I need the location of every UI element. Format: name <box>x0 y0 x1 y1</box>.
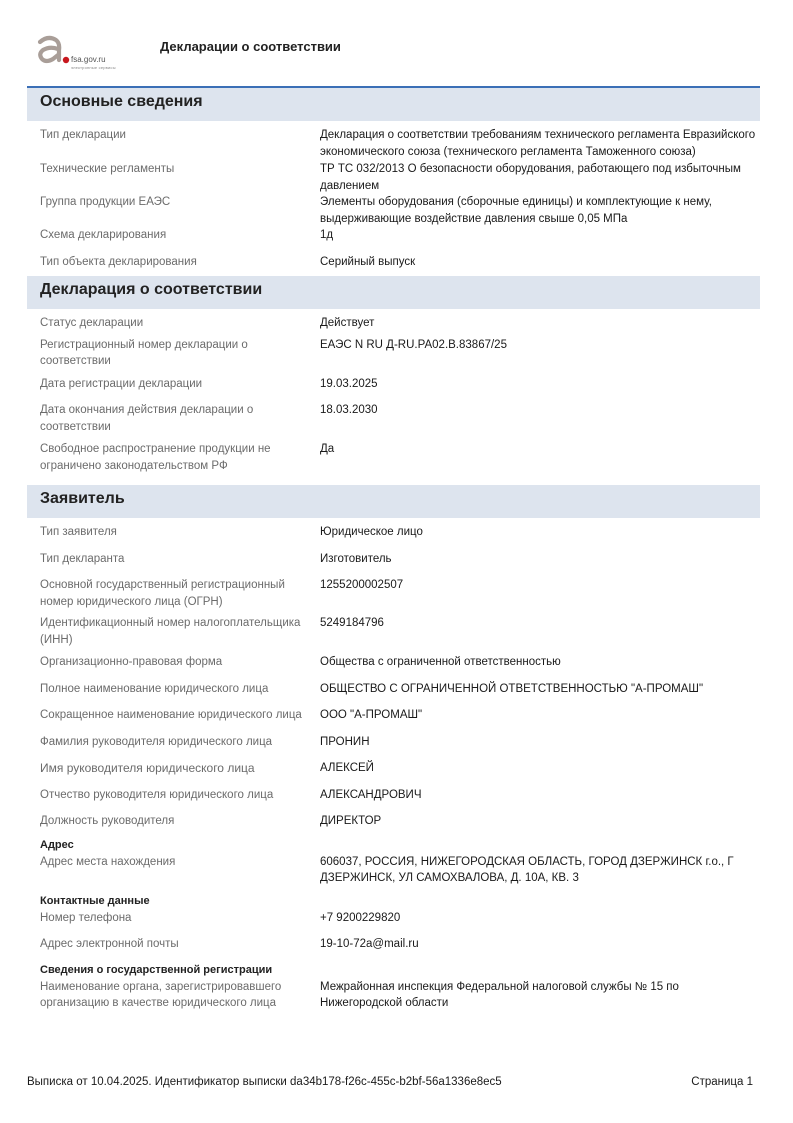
email-value: 19-10-72a@mail.ru <box>320 938 419 950</box>
field-value: Да <box>320 443 335 455</box>
field-label: Основной государственный регистрационный номер юридического лица (ОГРН) <box>40 579 285 608</box>
field-label: Статус декларации <box>40 317 144 329</box>
section-applicant-rows <box>27 518 760 1022</box>
field-value: ПРОНИН <box>320 735 370 748</box>
field-row <box>27 654 760 681</box>
field-row <box>27 734 760 761</box>
field-row <box>27 551 760 578</box>
field-value: Изготовитель <box>320 552 392 565</box>
field-value: ДИРЕКТОР <box>320 815 382 827</box>
field-label: Схема декларирования <box>40 229 167 241</box>
field-label: Номер телефона <box>40 911 132 924</box>
field-label: Группа продукции ЕАЭС <box>40 196 171 208</box>
field-value: ОБЩЕСТВО С ОГРАНИЧЕННОЙ ОТВЕТСТВЕННОСТЬЮ "А-ПРОМАШ" <box>320 682 704 695</box>
field-row <box>27 441 760 485</box>
field-row <box>27 337 760 376</box>
fsa-logo-icon <box>34 34 70 66</box>
field-value: Элементы оборудования (сборочные единицы) и комплектующие к нему, выдерживающие воздействие давления свыше 0,05 МПа <box>320 196 712 225</box>
field-row <box>27 254 760 277</box>
field-row <box>27 681 760 708</box>
field-label: Тип декларации <box>40 129 126 141</box>
field-value: ТР ТС 032/2013 О безопасности оборудования, работающего под избыточным давлением <box>320 163 741 192</box>
field-value: 5249184796 <box>320 617 384 629</box>
field-row <box>27 227 760 254</box>
page-title: Декларации о соответствии <box>160 39 341 54</box>
field-label: Организационно-правовая форма <box>40 656 223 668</box>
field-row <box>27 402 760 441</box>
field-label: Наименование органа, зарегистрировавшего организацию в качестве юридического лица <box>40 980 282 1009</box>
subheading-address: Адрес <box>40 838 74 851</box>
logo-site-text: fsa.gov.ru <box>71 55 106 64</box>
field-value: 19.03.2025 <box>320 377 378 390</box>
field-label: Отчество руководителя юридического лица <box>40 788 274 801</box>
field-value: 606037, РОССИЯ, НИЖЕГОРОДСКАЯ ОБЛАСТЬ, ГОРОД ДЗЕРЖИНСК г.о., Г ДЗЕРЖИНСК, УЛ САМОХВАЛОВА, Д. 10А, КВ. 3 <box>320 855 734 884</box>
document-body <box>27 88 760 1022</box>
page-header <box>0 0 793 88</box>
field-row <box>27 936 760 962</box>
section-declaration-rows <box>27 309 760 485</box>
field-value: 18.03.2030 <box>320 404 378 416</box>
section-heading-applicant: Заявитель <box>27 485 760 518</box>
field-row <box>27 760 760 787</box>
field-label: Сокращенное наименование юридического лица <box>40 709 302 721</box>
field-value: Серийный выпуск <box>320 255 416 268</box>
field-row <box>27 813 760 837</box>
field-label: Технические регламенты <box>40 163 175 175</box>
section-heading-declaration: Декларация о соответствии <box>27 276 760 309</box>
field-value: Общества с ограниченной ответственностью <box>320 656 561 668</box>
field-label: Регистрационный номер декларации о соответствии <box>40 338 248 367</box>
field-value: ООО "А-ПРОМАШ" <box>320 709 423 721</box>
field-label: Свободное распространение продукции не ограничено законодательством РФ <box>40 443 271 472</box>
field-value: Действует <box>320 317 375 329</box>
field-value: 1д <box>320 229 334 241</box>
field-label: Дата окончания действия декларации о соответствии <box>40 404 254 433</box>
field-row <box>27 194 760 227</box>
field-row <box>27 615 760 654</box>
section-heading-main: Основные сведения <box>27 88 760 121</box>
field-row <box>27 979 760 1022</box>
field-row <box>27 376 760 403</box>
field-row <box>27 854 760 893</box>
field-label: Фамилия руководителя юридического лица <box>40 735 273 748</box>
field-row <box>27 787 760 814</box>
field-row <box>27 315 760 337</box>
field-value: Декларация о соответствии требованиям технического регламента Евразийского экономического союза (технического регламента Таможенного союза) <box>320 129 756 158</box>
field-value: АЛЕКСЕЙ <box>320 762 374 774</box>
field-value: АЛЕКСАНДРОВИЧ <box>320 788 422 801</box>
field-value: Юридическое лицо <box>320 526 423 538</box>
page-number: Страница 1 <box>691 1076 753 1088</box>
field-label: Дата регистрации декларации <box>40 377 203 390</box>
phone-value: +7 9200229820 <box>320 911 401 924</box>
field-value: Межрайонная инспекция Федеральной налоговой службы № 15 по Нижегородской области <box>320 980 679 1009</box>
field-row <box>27 910 760 937</box>
field-label: Адрес места нахождения <box>40 855 176 868</box>
field-label: Должность руководителя <box>40 815 175 827</box>
section-main-rows <box>27 121 760 276</box>
field-label: Идентификационный номер налогоплательщика (ИНН) <box>40 617 301 646</box>
field-label: Тип декларанта <box>40 552 125 565</box>
field-value: 1255200002507 <box>320 579 404 591</box>
field-label: Полное наименование юридического лица <box>40 682 269 695</box>
subheading-contacts: Контактные данные <box>40 894 150 907</box>
field-label: Тип заявителя <box>40 526 117 538</box>
subheading-registration: Сведения о государственной регистрации <box>40 963 273 976</box>
field-row <box>27 707 760 734</box>
field-row <box>27 160 760 194</box>
fsa-logo <box>34 34 144 72</box>
field-label: Тип объекта декларирования <box>40 255 197 268</box>
field-label: Имя руководителя юридического лица <box>40 761 255 775</box>
field-row <box>27 577 760 615</box>
field-row <box>27 524 760 551</box>
field-label: Адрес электронной почты <box>40 938 179 950</box>
field-value: ЕАЭС N RU Д-RU.РА02.В.83867/25 <box>320 338 507 351</box>
field-row <box>27 127 760 160</box>
extract-info: Выписка от 10.04.2025. Идентификатор выписки da34b178-f26c-455c-b2bf-56a1336e8ec5 <box>27 1076 502 1088</box>
logo-subtitle: электронные сервисы <box>71 65 116 70</box>
